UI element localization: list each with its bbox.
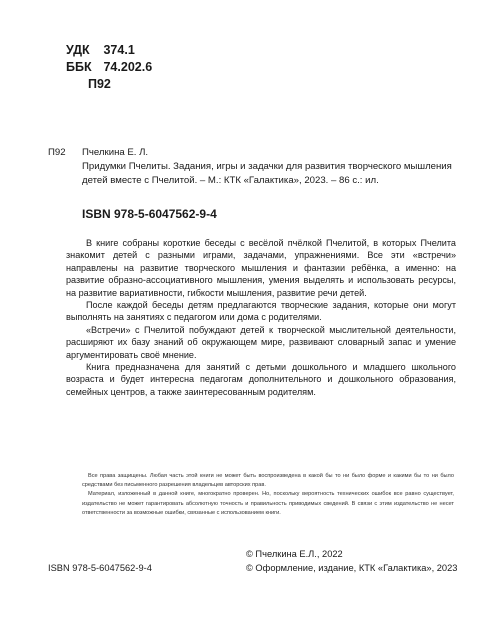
rights-paragraph: Все права защищены. Любая часть этой книги не может быть воспроизведена в какой бы то ни было форме и какими бы то ни было средствами без письменного разрешения владельцев авторских прав. <box>82 473 454 489</box>
isbn-main: ISBN 978-5-6047562-9-4 <box>82 207 217 221</box>
bbk-line <box>66 60 152 74</box>
abstract-paragraph: Книга предназначена для занятий с детьми дошкольного и младшего школьного возраста и будет интересна педагогам дополнительного и дошкольного образования, семейных центров, а также заинтересованным родителям. <box>66 362 456 397</box>
catalog-author: Пчелкина Е. Л. <box>82 147 149 158</box>
abstract-paragraph: В книге собраны короткие беседы с весёлой пчёлкой Пчелитой, в которых Пчелита знакомит детей с разными играми, задачами, упражнениями. Все эти «встречи» направлены на развитие творческого мышления и фантазии ребёнка, а именно: на развитие образно-ассоциативного мышления, умения выделять и использовать ресурсы, на развитие вариативности, гибкости мышления, развитие речи детей. <box>66 238 456 298</box>
footer-isbn: ISBN 978-5-6047562-9-4 <box>48 563 152 573</box>
copyright-author: © Пчелкина Е.Л., 2022 <box>246 549 343 559</box>
abstract-paragraph: После каждой беседы детям предлагаются творческие задания, которые они могут выполнять на занятиях с педагогом или дома с родителями. <box>66 300 456 323</box>
catalog-title-line1: Придумки Пчелиты. Задания, игры и задачки для развития творческого мышления <box>82 161 452 172</box>
catalog-title-line2: детей вместе с Пчелитой. – М.: КТК «Галактика», 2023. – 86 с.: ил. <box>82 175 379 186</box>
rights-notice <box>82 472 454 518</box>
abstract <box>66 237 456 398</box>
catalog-code: П92 <box>48 147 66 158</box>
copyright-publisher: © Оформление, издание, КТК «Галактика», 2023 <box>246 563 458 573</box>
abstract-paragraph: «Встречи» с Пчелитой побуждают детей к творческой мыслительной деятельности, расширяют их базу знаний об окружающем мире, развивают словарный запас и умение аргументировать своё мнение. <box>66 324 456 360</box>
udk-line <box>66 43 135 57</box>
author-sign: П92 <box>88 77 111 91</box>
bbk-value: 74.202.6 <box>103 60 153 74</box>
rights-paragraph: Материал, изложенный в данной книге, многократно проверен. Но, поскольку вероятность технических ошибок все равно существует, издательство не может гарантировать абсолютную точность и правильность приводимых сведений. В связи с этим издательство не несет ответственности за возможные ошибки, связанные с использованием книги. <box>82 491 454 516</box>
udk-value: 374.1 <box>103 43 135 57</box>
bbk-label: ББК <box>66 60 92 74</box>
udk-label: УДК <box>66 43 90 57</box>
